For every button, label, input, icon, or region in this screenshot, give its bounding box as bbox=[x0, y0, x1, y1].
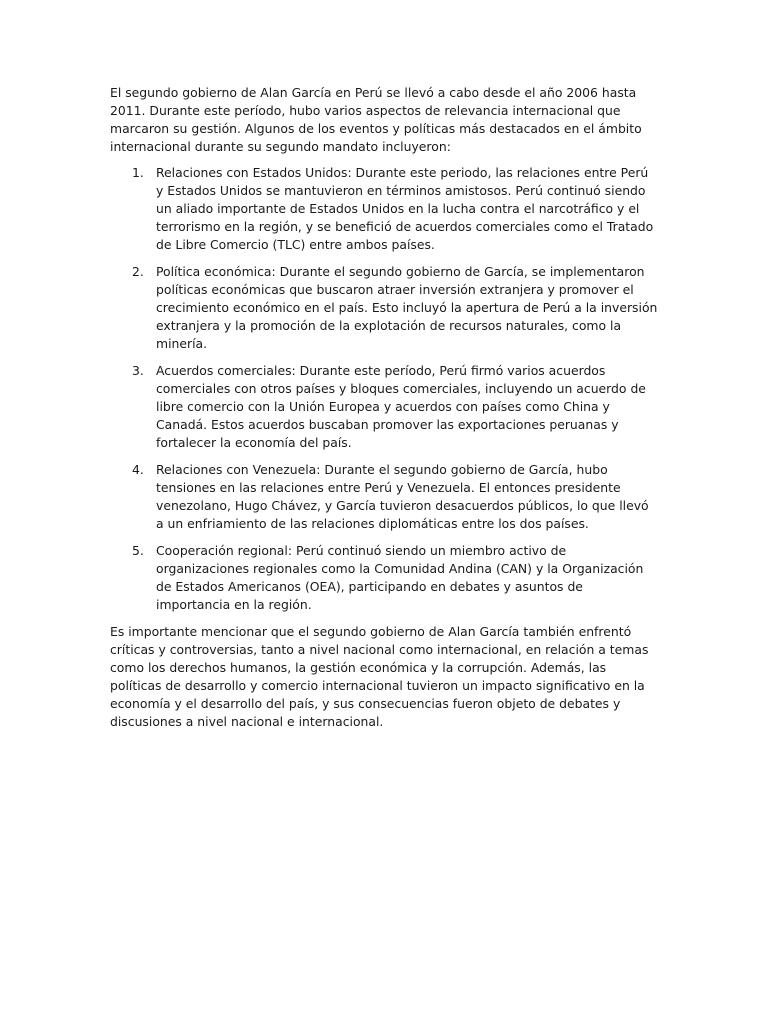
list-item-text: Relaciones con Estados Unidos: Durante este periodo, las relaciones entre Perú y Estados Unidos se mantuvieron en términos amistosos. Perú continuó siendo un aliado importante de Estados Unidos en la lucha contra el narcotráfico y el terrorismo en la región, y se benefició de acuerdos comerciales como el Tratado de Libre Comercio (TLC) entre ambos países. bbox=[156, 165, 654, 252]
list-item bbox=[110, 164, 658, 254]
list-item bbox=[110, 362, 658, 452]
list-item bbox=[110, 263, 658, 353]
list-item bbox=[110, 542, 658, 614]
list-item-number: 1. bbox=[132, 165, 144, 180]
numbered-list bbox=[110, 164, 658, 614]
list-item-text: Acuerdos comerciales: Durante este período, Perú firmó varios acuerdos comerciales con otros países y bloques comerciales, incluyendo un acuerdo de libre comercio con la Unión Europea y acuerdos con países como China y Canadá. Estos acuerdos buscaban promover las exportaciones peruanas y fortalecer la economía del país. bbox=[156, 363, 646, 450]
document-body bbox=[110, 84, 658, 739]
list-item bbox=[110, 461, 658, 533]
list-item-number: 2. bbox=[132, 264, 144, 279]
list-item-number: 3. bbox=[132, 363, 144, 378]
conclusion-paragraph: Es importante mencionar que el segundo gobierno de Alan García también enfrentó críticas y controversias, tanto a nivel nacional como internacional, en relación a temas como los derechos humanos, la gestión económica y la corrupción. Además, las políticas de desarrollo y comercio internacional tuvieron un impacto significativo en la economía y el desarrollo del país, y sus consecuencias fueron objeto de debates y discusiones a nivel nacional e internacional. bbox=[110, 624, 649, 729]
list-item-number: 4. bbox=[132, 462, 144, 477]
intro-paragraph: El segundo gobierno de Alan García en Perú se llevó a cabo desde el año 2006 hasta 2011. Durante este período, hubo varios aspectos de relevancia internacional que marcaron su gestión. Algunos de los eventos y políticas más destacados en el ámbito internacional durante su segundo mandato incluyeron: bbox=[110, 85, 642, 154]
list-item-text: Cooperación regional: Perú continuó siendo un miembro activo de organizaciones regionales como la Comunidad Andina (CAN) y la Organización de Estados Americanos (OEA), participando en debates y asuntos de importancia en la región. bbox=[156, 543, 644, 612]
list-item-text: Política económica: Durante el segundo gobierno de García, se implementaron políticas económicas que buscaron atraer inversión extranjera y promover el crecimiento económico en el país. Esto incluyó la apertura de Perú a la inversión extranjera y la promoción de la explotación de recursos naturales, como la minería. bbox=[156, 264, 658, 351]
list-item-text: Relaciones con Venezuela: Durante el segundo gobierno de García, hubo tensiones en las relaciones entre Perú y Venezuela. El entonces presidente venezolano, Hugo Chávez, y García tuvieron desacuerdos públicos, lo que llevó a un enfriamiento de las relaciones diplomáticas entre los dos países. bbox=[156, 462, 649, 531]
list-item-number: 5. bbox=[132, 543, 144, 558]
